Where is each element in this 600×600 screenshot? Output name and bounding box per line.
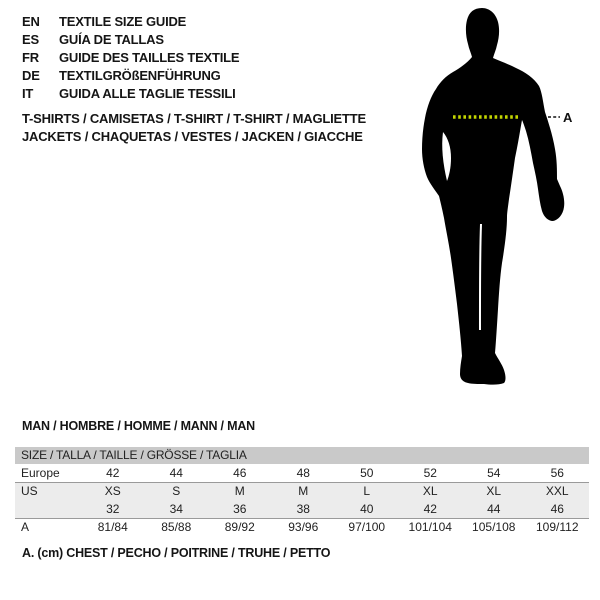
language-label: GUÍA DE TALLAS <box>59 32 164 47</box>
table-cell: M <box>298 484 309 498</box>
table-cell: 46 <box>550 502 564 516</box>
row-label: US <box>21 484 38 498</box>
language-code: EN <box>22 14 40 29</box>
man-silhouette-figure <box>410 0 600 400</box>
language-list <box>22 13 239 103</box>
table-cell: 48 <box>296 466 310 480</box>
list-item <box>22 67 239 85</box>
language-code: FR <box>22 50 39 65</box>
table-cell: 97/100 <box>348 520 386 534</box>
table-row-chest-cm <box>15 518 589 536</box>
table-cell: XS <box>104 484 121 498</box>
table-cell: 52 <box>423 466 437 480</box>
list-item <box>22 13 239 31</box>
table-cell: M <box>234 484 245 498</box>
table-cell: 101/104 <box>408 520 452 534</box>
list-item <box>22 31 239 49</box>
language-code: ES <box>22 32 39 47</box>
language-code: IT <box>22 86 34 101</box>
table-cell: 44 <box>487 502 501 516</box>
table-cell: 42 <box>423 502 437 516</box>
table-row-alt-sizes <box>15 500 589 518</box>
table-cell: 81/84 <box>97 520 128 534</box>
table-cell: XL <box>486 484 502 498</box>
table-cell: 38 <box>296 502 310 516</box>
table-cell: 105/108 <box>472 520 516 534</box>
table-cell: 34 <box>169 502 183 516</box>
table-cell: 40 <box>360 502 374 516</box>
table-cell: 85/88 <box>161 520 192 534</box>
language-code: DE <box>22 68 40 83</box>
table-cell: 32 <box>106 502 120 516</box>
garment-categories <box>22 110 366 146</box>
table-cell: 56 <box>550 466 564 480</box>
table-cell: 42 <box>106 466 120 480</box>
list-item <box>22 49 239 67</box>
table-cell: L <box>363 484 371 498</box>
table-cell: 89/92 <box>224 520 255 534</box>
table-cell: S <box>172 484 181 498</box>
table-row-europe <box>15 464 589 482</box>
row-label: A <box>21 520 30 534</box>
language-label: GUIDA ALLE TAGLIE TESSILI <box>59 86 236 101</box>
category-jackets: JACKETS / CHAQUETAS / VESTES / JACKEN / GIACCHE <box>22 129 363 144</box>
table-cell: 93/96 <box>288 520 319 534</box>
measure-label-a: A <box>563 110 573 125</box>
measurement-footnote: A. (cm) CHEST / PECHO / POITRINE / TRUHE / PETTO <box>22 546 331 560</box>
table-cell: XL <box>422 484 438 498</box>
language-label: TEXTILGRÖßENFÜHRUNG <box>59 68 221 83</box>
language-label: GUIDE DES TAILLES TEXTILE <box>59 50 240 65</box>
row-label <box>15 500 81 518</box>
table-cell: 50 <box>360 466 374 480</box>
table-row-us <box>15 482 589 500</box>
man-silhouette <box>422 8 564 385</box>
size-table-header: SIZE / TALLA / TAILLE / GRÖSSE / TAGLIA <box>15 447 589 464</box>
table-cell: 46 <box>233 466 247 480</box>
category-tshirts: T-SHIRTS / CAMISETAS / T-SHIRT / T-SHIRT / MAGLIETTE <box>22 111 366 126</box>
table-cell: 54 <box>487 466 501 480</box>
table-cell: 36 <box>233 502 247 516</box>
size-table <box>15 447 589 536</box>
section-title-man: MAN / HOMBRE / HOMME / MANN / MAN <box>22 419 255 433</box>
row-label: Europe <box>21 466 60 480</box>
table-cell: 44 <box>169 466 183 480</box>
list-item <box>22 85 239 103</box>
table-cell: 109/112 <box>536 520 579 534</box>
language-label: TEXTILE SIZE GUIDE <box>59 14 187 29</box>
table-cell: XXL <box>545 484 569 498</box>
